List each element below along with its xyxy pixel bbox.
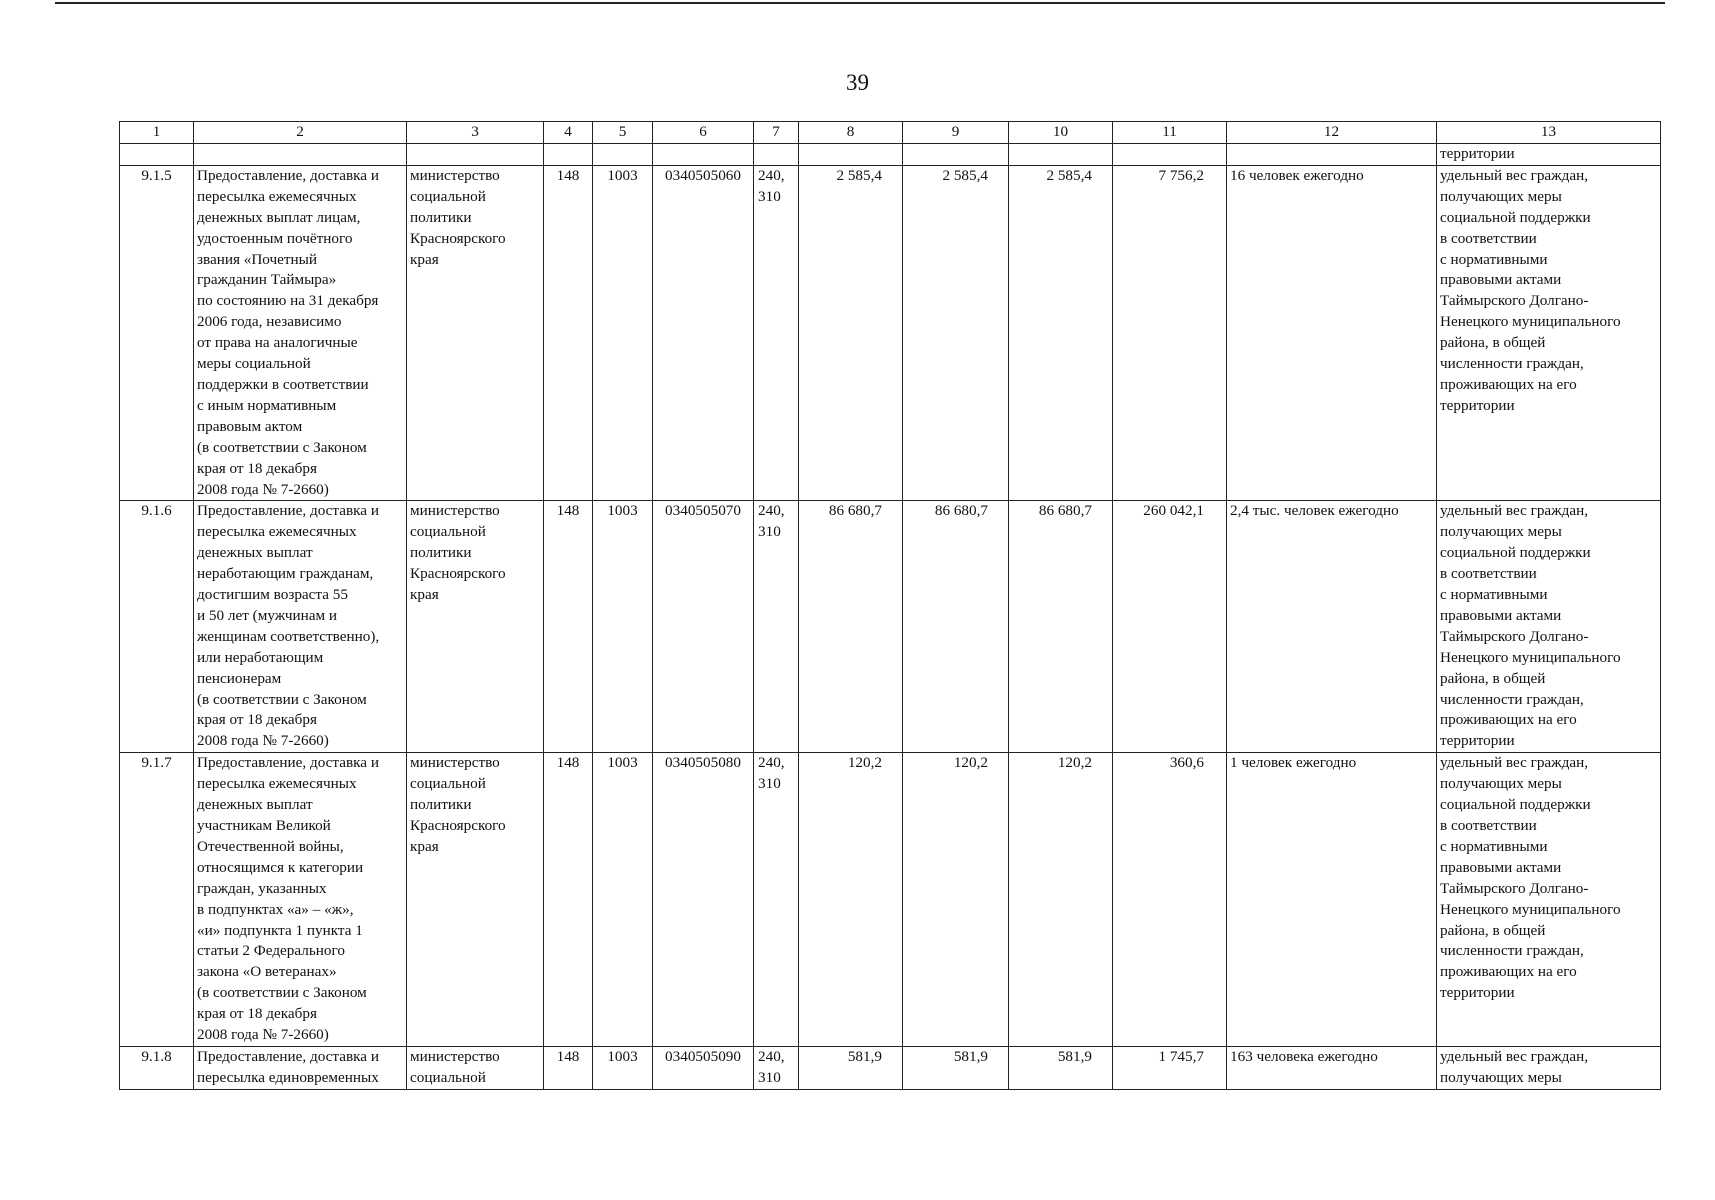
expected-result: 16 человек ежегодно <box>1227 165 1437 501</box>
total-amount: 260 042,1 <box>1113 501 1227 753</box>
continuation-row <box>120 144 1661 166</box>
empty-cell <box>407 144 544 166</box>
measure-description-line: (в соответствии с Законом <box>197 690 367 708</box>
measure-description-line: «и» подпункта 1 пункта 1 <box>197 921 363 939</box>
executor-name-line: Красноярского <box>410 229 506 247</box>
executor-name-line: социальной <box>410 187 486 205</box>
indicator-text-line: территории <box>1440 396 1515 414</box>
indicator-text-line: Таймырского Долгано- <box>1440 292 1589 310</box>
column-number-3: 3 <box>407 122 544 144</box>
expense-type-code <box>754 501 799 753</box>
total-amount: 1 745,7 <box>1113 1046 1227 1089</box>
expense-type-code-line: 310 <box>758 523 781 541</box>
indicator-text-line: Таймырского Долгано- <box>1440 627 1589 645</box>
row-number: 9.1.7 <box>120 753 194 1047</box>
indicator-text-line: правовыми актами <box>1440 606 1562 624</box>
indicator-text-line: правовыми актами <box>1440 271 1562 289</box>
executor-name-line: социальной <box>410 523 486 541</box>
indicator-text-line: Таймырского Долгано- <box>1440 879 1589 897</box>
grbs-code: 148 <box>544 753 593 1047</box>
column-number-7: 7 <box>754 122 799 144</box>
indicator-text-line: в соответствии <box>1440 817 1537 834</box>
expense-type-code-line: 240, <box>758 1047 785 1065</box>
measure-description-line: Предоставление, доставка и <box>197 502 379 520</box>
column-number-8: 8 <box>799 122 903 144</box>
indicator-text-line: удельный вес граждан, <box>1440 1047 1589 1065</box>
executor-name-line: социальной <box>410 1068 486 1086</box>
executor-name <box>407 1046 544 1089</box>
indicator-text-line: территории <box>1440 732 1515 750</box>
indicator-text-line: территории <box>1440 984 1515 1002</box>
executor-name-line: края <box>410 837 439 855</box>
indicator-text <box>1437 753 1661 1047</box>
measure-description-line: денежных выплат <box>197 544 313 562</box>
target-article-code: 0340505090 <box>653 1046 754 1089</box>
measure-description-line: относящимся к категории <box>197 858 364 876</box>
year2-amount: 86 680,7 <box>903 501 1009 753</box>
column-number-11: 11 <box>1113 122 1227 144</box>
measure-description <box>194 165 407 501</box>
program-measures-table <box>119 121 1661 1090</box>
empty-cell <box>544 144 593 166</box>
year1-amount: 86 680,7 <box>799 501 903 753</box>
row-number: 9.1.8 <box>120 1046 194 1089</box>
measure-description-line: края от 18 декабря <box>197 711 317 729</box>
executor-name-line: министерство <box>410 166 500 184</box>
grbs-code: 148 <box>544 501 593 753</box>
section-code: 1003 <box>593 753 653 1047</box>
executor-name <box>407 165 544 501</box>
year1-amount: 2 585,4 <box>799 165 903 501</box>
measure-description-line: женщинам соответственно), <box>197 627 380 645</box>
indicator-text-line: в соответствии <box>1440 229 1537 247</box>
measure-description-line: пересылка ежемесячных <box>197 187 357 205</box>
year2-amount: 120,2 <box>903 753 1009 1047</box>
measure-description-line: с иным нормативным <box>197 396 337 414</box>
measure-description-line: 2008 года № 7-2660) <box>197 1026 329 1044</box>
measure-description-line: пересылка ежемесячных <box>197 523 357 541</box>
indicator-text-line: получающих меры <box>1440 523 1562 541</box>
indicator-text-line: Ненецкого муниципального <box>1440 900 1621 918</box>
total-amount: 7 756,2 <box>1113 165 1227 501</box>
total-amount: 360,6 <box>1113 753 1227 1047</box>
expense-type-code <box>754 753 799 1047</box>
indicator-text-line: социальной поддержки <box>1440 544 1591 562</box>
empty-cell <box>593 144 653 166</box>
expected-result: 2,4 тыс. человек ежегодно <box>1227 501 1437 753</box>
column-number-row <box>120 122 1661 144</box>
row-number: 9.1.6 <box>120 501 194 753</box>
measure-description <box>194 753 407 1047</box>
page-number: 39 <box>846 70 869 95</box>
empty-cell <box>1009 144 1113 166</box>
indicator-text-line: Ненецкого муниципального <box>1440 648 1621 666</box>
measure-description-line: Отечественной войны, <box>197 837 344 855</box>
indicator-text-line: правовыми актами <box>1440 858 1562 876</box>
indicator-text-line: Ненецкого муниципального <box>1440 313 1621 331</box>
measure-description-line: Предоставление, доставка и <box>197 754 379 772</box>
expected-result: 1 человек ежегодно <box>1227 753 1437 1047</box>
measure-description-line: статьи 2 Федерального <box>197 942 345 960</box>
executor-name <box>407 501 544 753</box>
measure-description-line: удостоенным почётного <box>197 229 353 247</box>
measure-description-line: достигшим возраста 55 <box>197 586 348 604</box>
indicator-text-line: социальной поддержки <box>1440 208 1591 226</box>
indicator-text-line: с нормативными <box>1440 586 1548 604</box>
expense-type-code-line: 310 <box>758 775 781 793</box>
column-number-6: 6 <box>653 122 754 144</box>
year2-amount: 581,9 <box>903 1046 1009 1089</box>
indicator-text-line: получающих меры <box>1440 775 1562 793</box>
expense-type-code-line: 240, <box>758 502 785 520</box>
empty-cell <box>194 144 407 166</box>
indicator-text <box>1437 501 1661 753</box>
measure-description-line: Предоставление, доставка и <box>197 166 379 184</box>
measure-description-line: 2008 года № 7-2660) <box>197 732 329 750</box>
measure-description-line: и 50 лет (мужчинам и <box>197 606 338 624</box>
column-number-9: 9 <box>903 122 1009 144</box>
measure-description-line: участникам Великой <box>197 817 331 834</box>
empty-cell <box>754 144 799 166</box>
empty-cell <box>653 144 754 166</box>
empty-cell <box>799 144 903 166</box>
row-number: 9.1.5 <box>120 165 194 501</box>
executor-name-line: Красноярского <box>410 565 506 583</box>
column-number-4: 4 <box>544 122 593 144</box>
indicator-text-line: района, в общей <box>1440 669 1546 687</box>
indicator-text-line: социальной поддержки <box>1440 796 1591 814</box>
year1-amount: 581,9 <box>799 1046 903 1089</box>
section-code: 1003 <box>593 501 653 753</box>
indicator-text-line: удельный вес граждан, <box>1440 166 1589 184</box>
executor-name-line: Красноярского <box>410 817 506 834</box>
measure-description-line: (в соответствии с Законом <box>197 984 367 1002</box>
expense-type-code <box>754 1046 799 1089</box>
indicator-text-line: численности граждан, <box>1440 942 1584 960</box>
measure-description-line: пересылка единовременных <box>197 1068 379 1086</box>
indicator-text-line: численности граждан, <box>1440 355 1584 373</box>
measure-description-line: поддержки в соответствии <box>197 375 369 393</box>
indicator-continuation: территории <box>1437 144 1661 166</box>
executor-name-line: социальной <box>410 775 486 793</box>
measure-description-line: края от 18 декабря <box>197 459 317 477</box>
expense-type-code-line: 310 <box>758 1068 781 1086</box>
indicator-text <box>1437 1046 1661 1089</box>
table-row <box>120 501 1661 753</box>
target-article-code: 0340505080 <box>653 753 754 1047</box>
measure-description-line: пенсионерам <box>197 669 282 687</box>
measure-description-line: денежных выплат <box>197 796 313 814</box>
empty-cell <box>120 144 194 166</box>
target-article-code: 0340505070 <box>653 501 754 753</box>
table-row <box>120 1046 1661 1089</box>
executor-name-line: политики <box>410 208 472 226</box>
measure-description-line: Предоставление, доставка и <box>197 1047 379 1065</box>
indicator-text-line: проживающих на его <box>1440 711 1577 729</box>
executor-name-line: края <box>410 250 439 268</box>
measure-description <box>194 1046 407 1089</box>
measure-description-line: 2008 года № 7-2660) <box>197 480 329 498</box>
target-article-code: 0340505060 <box>653 165 754 501</box>
indicator-text-line: с нормативными <box>1440 837 1548 855</box>
executor-name-line: министерство <box>410 502 500 520</box>
measure-description-line: пересылка ежемесячных <box>197 775 357 793</box>
indicator-text-line: района, в общей <box>1440 921 1546 939</box>
expected-result: 163 человека ежегодно <box>1227 1046 1437 1089</box>
empty-cell <box>1113 144 1227 166</box>
measure-description-line: 2006 года, независимо <box>197 313 342 331</box>
year3-amount: 2 585,4 <box>1009 165 1113 501</box>
executor-name-line: края <box>410 586 439 604</box>
section-code: 1003 <box>593 165 653 501</box>
column-number-12: 12 <box>1227 122 1437 144</box>
empty-cell <box>1227 144 1437 166</box>
indicator-text-line: удельный вес граждан, <box>1440 754 1589 772</box>
indicator-text-line: в соответствии <box>1440 565 1537 583</box>
measure-description-line: граждан, указанных <box>197 879 327 897</box>
measure-description-line: неработающим гражданам, <box>197 565 374 583</box>
executor-name-line: министерство <box>410 754 500 772</box>
table-row <box>120 753 1661 1047</box>
grbs-code: 148 <box>544 165 593 501</box>
year3-amount: 120,2 <box>1009 753 1113 1047</box>
year3-amount: 581,9 <box>1009 1046 1113 1089</box>
executor-name-line: министерство <box>410 1047 500 1065</box>
expense-type-code <box>754 165 799 501</box>
indicator-text-line: района, в общей <box>1440 334 1546 352</box>
expense-type-code-line: 310 <box>758 187 781 205</box>
indicator-text-line: проживающих на его <box>1440 963 1577 981</box>
indicator-text-line: получающих меры <box>1440 187 1562 205</box>
indicator-text-line: численности граждан, <box>1440 690 1584 708</box>
executor-name-line: политики <box>410 544 472 562</box>
year2-amount: 2 585,4 <box>903 165 1009 501</box>
table-row <box>120 165 1661 501</box>
measure-description-line: в подпунктах «а» – «ж», <box>197 900 354 918</box>
measure-description-line: денежных выплат лицам, <box>197 208 361 226</box>
column-number-2: 2 <box>194 122 407 144</box>
measure-description-line: или неработающим <box>197 648 324 666</box>
indicator-text <box>1437 165 1661 501</box>
grbs-code: 148 <box>544 1046 593 1089</box>
expense-type-code-line: 240, <box>758 166 785 184</box>
indicator-text-line: получающих меры <box>1440 1068 1562 1086</box>
measure-description-line: (в соответствии с Законом <box>197 438 367 456</box>
measure-description-line: закона «О ветеранах» <box>197 963 337 981</box>
column-number-5: 5 <box>593 122 653 144</box>
measure-description-line: звания «Почетный <box>197 250 317 268</box>
column-number-13: 13 <box>1437 122 1661 144</box>
indicator-text-line: проживающих на его <box>1440 375 1577 393</box>
indicator-text-line: удельный вес граждан, <box>1440 502 1589 520</box>
expense-type-code-line: 240, <box>758 754 785 772</box>
measure-description-line: меры социальной <box>197 355 311 373</box>
column-number-10: 10 <box>1009 122 1113 144</box>
measure-description-line: правовым актом <box>197 417 303 435</box>
measure-description <box>194 501 407 753</box>
executor-name <box>407 753 544 1047</box>
measure-description-line: по состоянию на 31 декабря <box>197 292 379 310</box>
measure-description-line: края от 18 декабря <box>197 1005 317 1023</box>
year3-amount: 86 680,7 <box>1009 501 1113 753</box>
empty-cell <box>903 144 1009 166</box>
executor-name-line: политики <box>410 796 472 814</box>
indicator-text-line: с нормативными <box>1440 250 1548 268</box>
year1-amount: 120,2 <box>799 753 903 1047</box>
measure-description-line: гражданин Таймыра» <box>197 271 337 289</box>
measure-description-line: от права на аналогичные <box>197 334 358 352</box>
column-number-1: 1 <box>120 122 194 144</box>
top-rule <box>55 2 1665 4</box>
section-code: 1003 <box>593 1046 653 1089</box>
